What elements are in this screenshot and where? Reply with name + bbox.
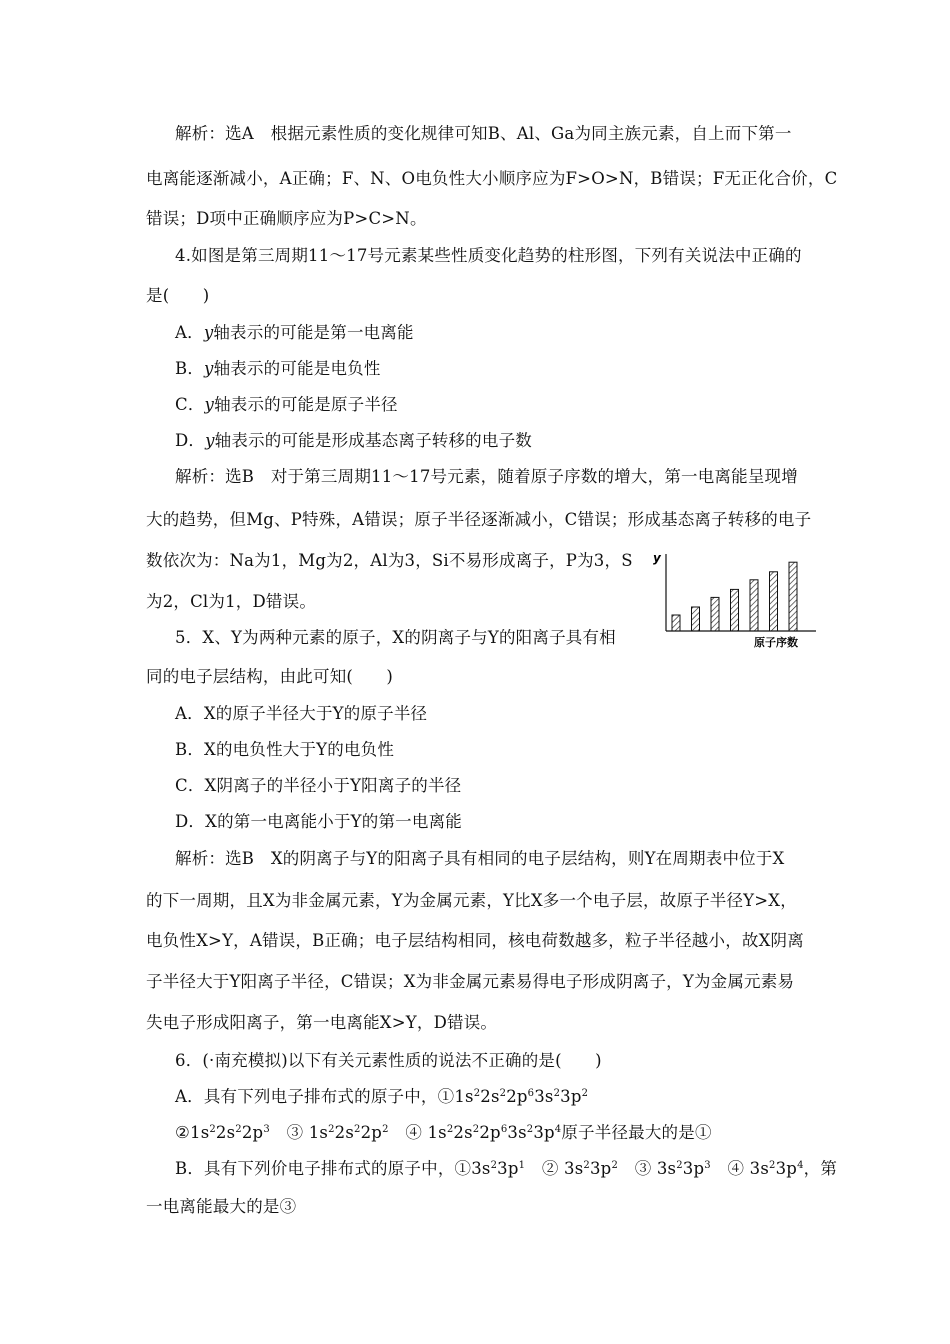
q4-analysis-line-2: 大的趋势，但Mg、P特殊，A错误；原子半径逐渐减小，C错误；形成基态离子转移的电子 xyxy=(146,510,812,529)
q5-analysis-line-5: 失电子形成阳离子，第一电离能X>Y，D错误。 xyxy=(146,1013,498,1032)
q5-option-d: D．X的第一电离能小于Y的第一电离能 xyxy=(175,812,462,831)
q4-option-d: D．y轴表示的可能是形成基态离子转移的电子数 xyxy=(175,431,532,450)
bar-12 xyxy=(692,607,700,631)
bar-15 xyxy=(750,580,758,631)
q5-analysis-line-3: 电负性X>Y，A错误，B正确；电子层结构相同，核电荷数越多，粒子半径越小，故X阴离 xyxy=(146,931,804,950)
q5-stem-line-2: 同的电子层结构，由此可知( ) xyxy=(146,667,394,686)
q3-analysis-line-1: 解析：选A 根据元素性质的变化规律可知B、Al、Ga为同主族元素，自上而下第一 xyxy=(175,124,792,143)
y-axis-label: y xyxy=(653,551,661,565)
q5-analysis-line-4: 子半径大于Y阳离子半径，C错误；X为非金属元素易得电子形成阴离子，Y为金属元素易 xyxy=(146,972,795,991)
q4-option-a: A．y轴表示的可能是第一电离能 xyxy=(175,323,414,342)
chart-bars xyxy=(672,562,797,631)
bar-chart xyxy=(650,548,820,652)
q6-option-a-line-2: $②1s^22s^22p^3$ ③ $1s^22s^22p^2$ ④ $1s^22s^22p^63s^23p^4$原子半径最大的是① xyxy=(175,1123,712,1142)
q5-analysis-line-2: 的下一周期，且X为非金属元素，Y为金属元素，Y比X多一个电子层，故原子半径Y>X， xyxy=(146,891,797,910)
q4-option-b: B．y轴表示的可能是电负性 xyxy=(175,359,381,378)
q6-stem: 6．(·南充模拟)以下有关元素性质的说法不正确的是( ) xyxy=(175,1051,602,1070)
q4-option-c: C．y轴表示的可能是原子半径 xyxy=(175,395,398,414)
q6-option-b-line-1: B．具有下列价电子排布式的原子中，$①3s^23p^1$ ② $3s^23p^2$ ③ $3s^23p^3$ ④ $3s^23p^4$，第 xyxy=(175,1159,838,1178)
q5-analysis-line-1: 解析：选B X的阴离子与Y的阳离子具有相同的电子层结构，则Y在周期表中位于X xyxy=(175,849,785,868)
bar-13 xyxy=(711,597,719,631)
q4-analysis-line-4: 为2，Cl为1，D错误。 xyxy=(146,592,317,611)
q3-analysis-line-3: 错误；D项中正确顺序应为P>C>N。 xyxy=(146,209,427,228)
q5-stem-line-1: 5．X、Y为两种元素的原子，X的阴离子与Y的阳离子具有相 xyxy=(175,628,616,647)
q5-option-a: A．X的原子半径大于Y的原子半径 xyxy=(175,704,428,723)
q3-analysis-line-2: 电离能逐渐减小，A正确；F、N、O电负性大小顺序应为F>O>N，B错误；F无正化合价，C xyxy=(146,169,838,188)
q4-analysis-line-1: 解析：选B 对于第三周期11～17号元素，随着原子序数的增大，第一电离能呈现增 xyxy=(175,467,798,486)
bar-17 xyxy=(789,562,797,631)
q4-stem-line-1: 4.如图是第三周期11～17号元素某些性质变化趋势的柱形图，下列有关说法中正确的 xyxy=(175,246,802,265)
q5-option-c: C．X阴离子的半径小于Y阳离子的半径 xyxy=(175,776,462,795)
q6-option-b-line-2: 一电离能最大的是③ xyxy=(146,1197,297,1216)
bar-14 xyxy=(731,589,739,631)
q4-stem-line-2: 是( ) xyxy=(146,286,210,305)
bar-16 xyxy=(770,572,778,631)
q6-option-a-line-1: A．具有下列电子排布式的原子中，$①1s^22s^22p^63s^23p^2$ xyxy=(175,1087,589,1106)
q4-analysis-line-3: 数依次为：Na为1，Mg为2，Al为3，Si不易形成离子，P为3，S xyxy=(146,551,633,570)
x-axis-label: 原子序数 xyxy=(754,636,798,649)
q5-option-b: B．X的电负性大于Y的电负性 xyxy=(175,740,395,759)
bar-11 xyxy=(672,615,680,631)
